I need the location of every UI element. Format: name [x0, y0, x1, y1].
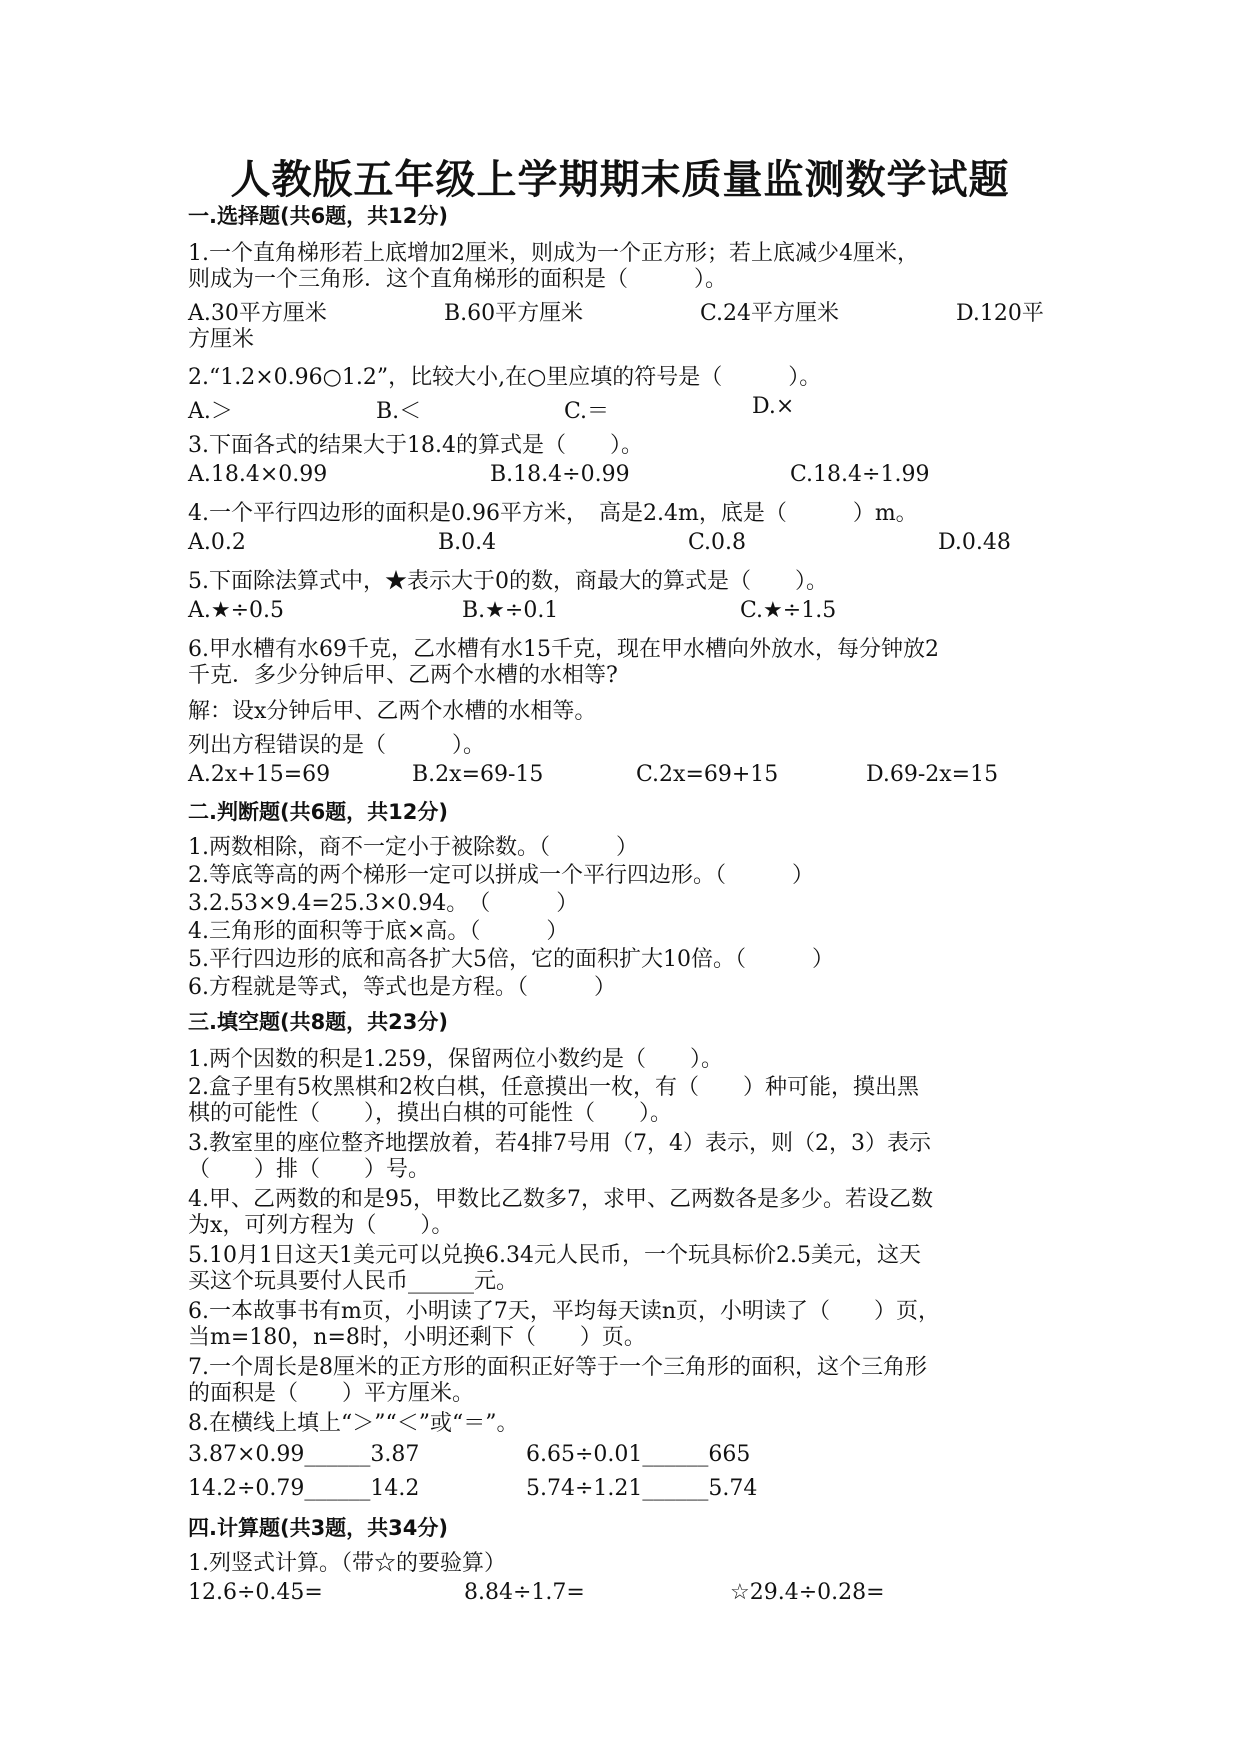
option: D.0.48	[938, 530, 1011, 555]
question-line: 买这个玩具要付人民币______元。	[188, 1269, 519, 1294]
option: D.69-2x=15	[866, 762, 999, 787]
option: D.120平	[956, 301, 1044, 326]
question-line: 解：设x分钟后甲、乙两个水槽的水相等。	[188, 699, 597, 724]
option: B.2x=69-15	[412, 762, 544, 787]
question-line: 则成为一个三角形．这个直角梯形的面积是（ ）。	[188, 267, 728, 292]
section-heading-judgment: 二.判断题(共6题，共12分)	[188, 800, 449, 824]
question-line: 列出方程错误的是（ ）。	[188, 733, 486, 758]
list-item: 4.三角形的面积等于底×高。（ ）	[188, 919, 569, 944]
question-line: 5.10月1日这天1美元可以兑换6.34元人民币，一个玩具标价2.5美元，这天	[188, 1243, 921, 1268]
section-heading-calc: 四.计算题(共3题，共34分)	[188, 1516, 449, 1540]
question-line: 的面积是（ ）平方厘米。	[188, 1381, 475, 1406]
comparison-item: 5.74÷1.21______5.74	[526, 1476, 758, 1501]
option: B.＜	[376, 399, 422, 424]
option: A.＞	[188, 399, 233, 424]
list-item: 1.两数相除，商不一定小于被除数。（ ）	[188, 835, 638, 860]
comparison-item: 6.65÷0.01______665	[526, 1442, 751, 1467]
calc-item: 8.84÷1.7=	[464, 1580, 585, 1605]
question-line: 2.“1.2×0.96○1.2”，比较大小,在○里应填的符号是（ ）。	[188, 365, 822, 390]
page-title: 人教版五年级上学期期末质量监测数学试题	[230, 156, 1010, 203]
question-line: 1.两个因数的积是1.259，保留两位小数约是（ ）。	[188, 1047, 723, 1072]
option: C.＝	[564, 399, 610, 424]
option: B.18.4÷0.99	[490, 462, 630, 487]
question-line: 1.一个直角梯形若上底增加2厘米，则成为一个正方形；若上底减少4厘米，	[188, 241, 919, 266]
option-wrap: 方厘米	[188, 327, 255, 352]
question-line: 6.一本故事书有m页，小明读了7天，平均每天读n页，小明读了（ ）页，	[188, 1299, 941, 1324]
question-line: 千克．多少分钟后甲、乙两个水槽的水相等?	[188, 663, 618, 688]
list-item: 2.等底等高的两个梯形一定可以拼成一个平行四边形。（ ）	[188, 863, 814, 888]
option: D.×	[752, 394, 795, 419]
option: C.18.4÷1.99	[790, 462, 930, 487]
question-line: 为x，可列方程为（ ）。	[188, 1213, 454, 1238]
option: A.18.4×0.99	[188, 462, 328, 487]
question-line: 3.教室里的座位整齐地摆放着，若4排7号用（7，4）表示，则（2，3）表示	[188, 1131, 931, 1156]
section-heading-fill: 三.填空题(共8题，共23分)	[188, 1010, 449, 1034]
option: B.60平方厘米	[444, 301, 584, 326]
comparison-item: 3.87×0.99______3.87	[188, 1442, 420, 1467]
option: C.24平方厘米	[700, 301, 840, 326]
question-line: （ ）排（ ）号。	[188, 1157, 431, 1182]
option: B.0.4	[438, 530, 497, 555]
question-line: 3.下面各式的结果大于18.4的算式是（ ）。	[188, 433, 643, 458]
comparison-item: 14.2÷0.79______14.2	[188, 1476, 420, 1501]
option: C.0.8	[688, 530, 747, 555]
section-heading-choice: 一.选择题(共6题，共12分)	[188, 204, 449, 228]
calc-item: ☆29.4÷0.28=	[730, 1580, 885, 1605]
question-line: 2.盒子里有5枚黑棋和2枚白棋，任意摸出一枚，有（ ）种可能，摸出黑	[188, 1075, 919, 1100]
list-item: 5.平行四边形的底和高各扩大5倍，它的面积扩大10倍。（ ）	[188, 947, 834, 972]
question-line: 棋的可能性（ ），摸出白棋的可能性（ ）。	[188, 1101, 673, 1126]
option: A.★÷0.5	[188, 598, 285, 623]
question-line: 6.甲水槽有水69千克，乙水槽有水15千克，现在甲水槽向外放水，每分钟放2	[188, 637, 939, 662]
option: A.0.2	[188, 530, 246, 555]
question-line: 5.下面除法算式中，★表示大于0的数，商最大的算式是（ ）。	[188, 569, 828, 594]
question-line: 8.在横线上填上“＞”“＜”或“＝”。	[188, 1411, 519, 1436]
list-item: 6.方程就是等式，等式也是方程。（ ）	[188, 975, 616, 1000]
option: C.2x=69+15	[636, 762, 779, 787]
option: B.★÷0.1	[462, 598, 559, 623]
question-line: 4.一个平行四边形的面积是0.96平方米， 高是2.4m，底是（ ）m。	[188, 501, 918, 526]
calc-item: 12.6÷0.45=	[188, 1580, 323, 1605]
question-line: 7.一个周长是8厘米的正方形的面积正好等于一个三角形的面积，这个三角形	[188, 1355, 927, 1380]
option: A.30平方厘米	[188, 301, 327, 326]
option: A.2x+15=69	[188, 762, 331, 787]
question-line: 当m=180，n=8时，小明还剩下（ ）页。	[188, 1325, 646, 1350]
question-line: 4.甲、乙两数的和是95，甲数比乙数多7，求甲、乙两数各是多少。若设乙数	[188, 1187, 933, 1212]
list-item: 3.2.53×9.4=25.3×0.94。 （ ）	[188, 891, 579, 916]
option: C.★÷1.5	[740, 598, 837, 623]
question-line: 1.列竖式计算。（带☆的要验算）	[188, 1551, 506, 1576]
